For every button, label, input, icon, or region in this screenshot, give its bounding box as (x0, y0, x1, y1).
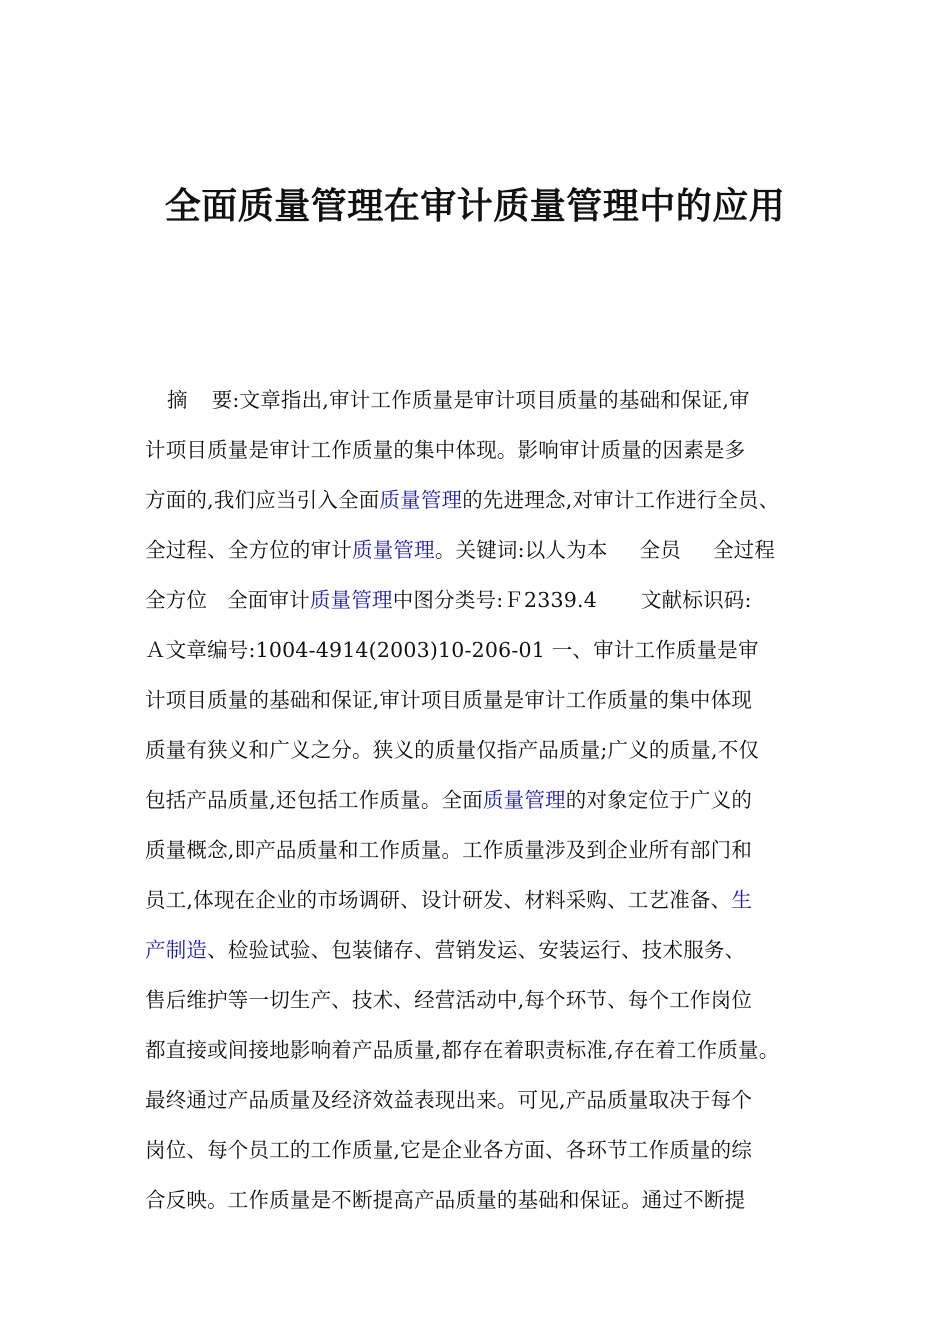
text-segment: 全过程 (712, 538, 776, 562)
text-segment: Ａ文章编号:1004-4914(2003)10-206-01 一、审计工作质量是审 (145, 638, 759, 662)
text-line (145, 382, 845, 432)
text-segment: 员工,体现在企业的市场调研、设计研发、材料采购、工艺准备、 (145, 888, 732, 912)
text-segment: 售后维护等一切生产、技术、经营活动中,每个环节、每个工作岗位 (145, 988, 753, 1012)
text-line (145, 932, 845, 982)
text-segment: 质量有狭义和广义之分。狭义的质量仅指产品质量;广义的质量,不仅 (145, 738, 760, 762)
text-segment: 的先进理念,对审计工作进行全员、 (462, 488, 780, 512)
text-segment: 最终通过产品质量及经济效益表现出来。可见,产品质量取决于每个 (145, 1088, 753, 1112)
text-line (145, 582, 845, 632)
text-line (145, 1082, 845, 1132)
text-segment: 计项目质量是审计工作质量的集中体现。影响审计质量的因素是多 (145, 438, 746, 462)
text-line (145, 1182, 845, 1232)
text-line (145, 1032, 845, 1082)
text-segment: 全过程、全方位的审计 (145, 538, 352, 562)
text-segment: 全方位 (145, 588, 208, 612)
keyword-link[interactable]: 产制造 (145, 938, 208, 962)
text-segment: 的对象定位于广义的 (565, 788, 753, 812)
text-segment: 包括产品质量,还包括工作质量。全面 (145, 788, 483, 812)
text-segment: 。关键词:以人为本 (434, 538, 608, 562)
text-line (145, 882, 845, 932)
text-line (145, 832, 845, 882)
text-line (145, 632, 845, 682)
text-line (145, 982, 845, 1032)
text-segment: 摘 (167, 388, 188, 412)
keyword-link[interactable]: 质量管理 (379, 488, 463, 512)
text-line (145, 1132, 845, 1182)
document-body (145, 382, 845, 1232)
text-segment: 岗位、每个员工的工作质量,它是企业各方面、各环节工作质量的综 (145, 1138, 753, 1162)
keyword-link[interactable]: 质量管理 (352, 538, 435, 562)
text-segment: 、检验试验、包装储存、营销发运、安装运行、技术服务、 (207, 938, 746, 962)
text-segment: 文献标识码: (640, 588, 752, 612)
text-segment: 全面审计 (227, 588, 310, 612)
text-line (145, 782, 845, 832)
text-segment: 要:文章指出,审计工作质量是审计项目质量的基础和保证,审 (211, 388, 750, 412)
keyword-link[interactable]: 生 (731, 888, 753, 912)
keyword-link[interactable]: 质量管理 (309, 588, 393, 612)
text-line (145, 682, 845, 732)
text-line (145, 532, 845, 582)
text-line (145, 482, 845, 532)
text-line (145, 732, 845, 782)
text-segment: 方面的,我们应当引入全面 (145, 488, 380, 512)
text-segment: 全员 (639, 538, 681, 562)
text-segment: 质量概念,即产品质量和工作质量。工作质量涉及到企业所有部门和 (145, 838, 753, 862)
document-title: 全面质量管理在审计质量管理中的应用 (164, 186, 786, 227)
text-line (145, 432, 845, 482)
keyword-link[interactable]: 质量管理 (482, 788, 566, 812)
text-segment: 计项目质量的基础和保证,审计项目质量是审计工作质量的集中体现 (145, 688, 753, 712)
text-segment: 合反映。工作质量是不断提高产品质量的基础和保证。通过不断提 (145, 1188, 746, 1212)
text-segment: 中图分类号:Ｆ2339.4 (392, 588, 597, 612)
text-segment: 都直接或间接地影响着产品质量,都存在着职责标准,存在着工作质量。 (145, 1038, 780, 1062)
